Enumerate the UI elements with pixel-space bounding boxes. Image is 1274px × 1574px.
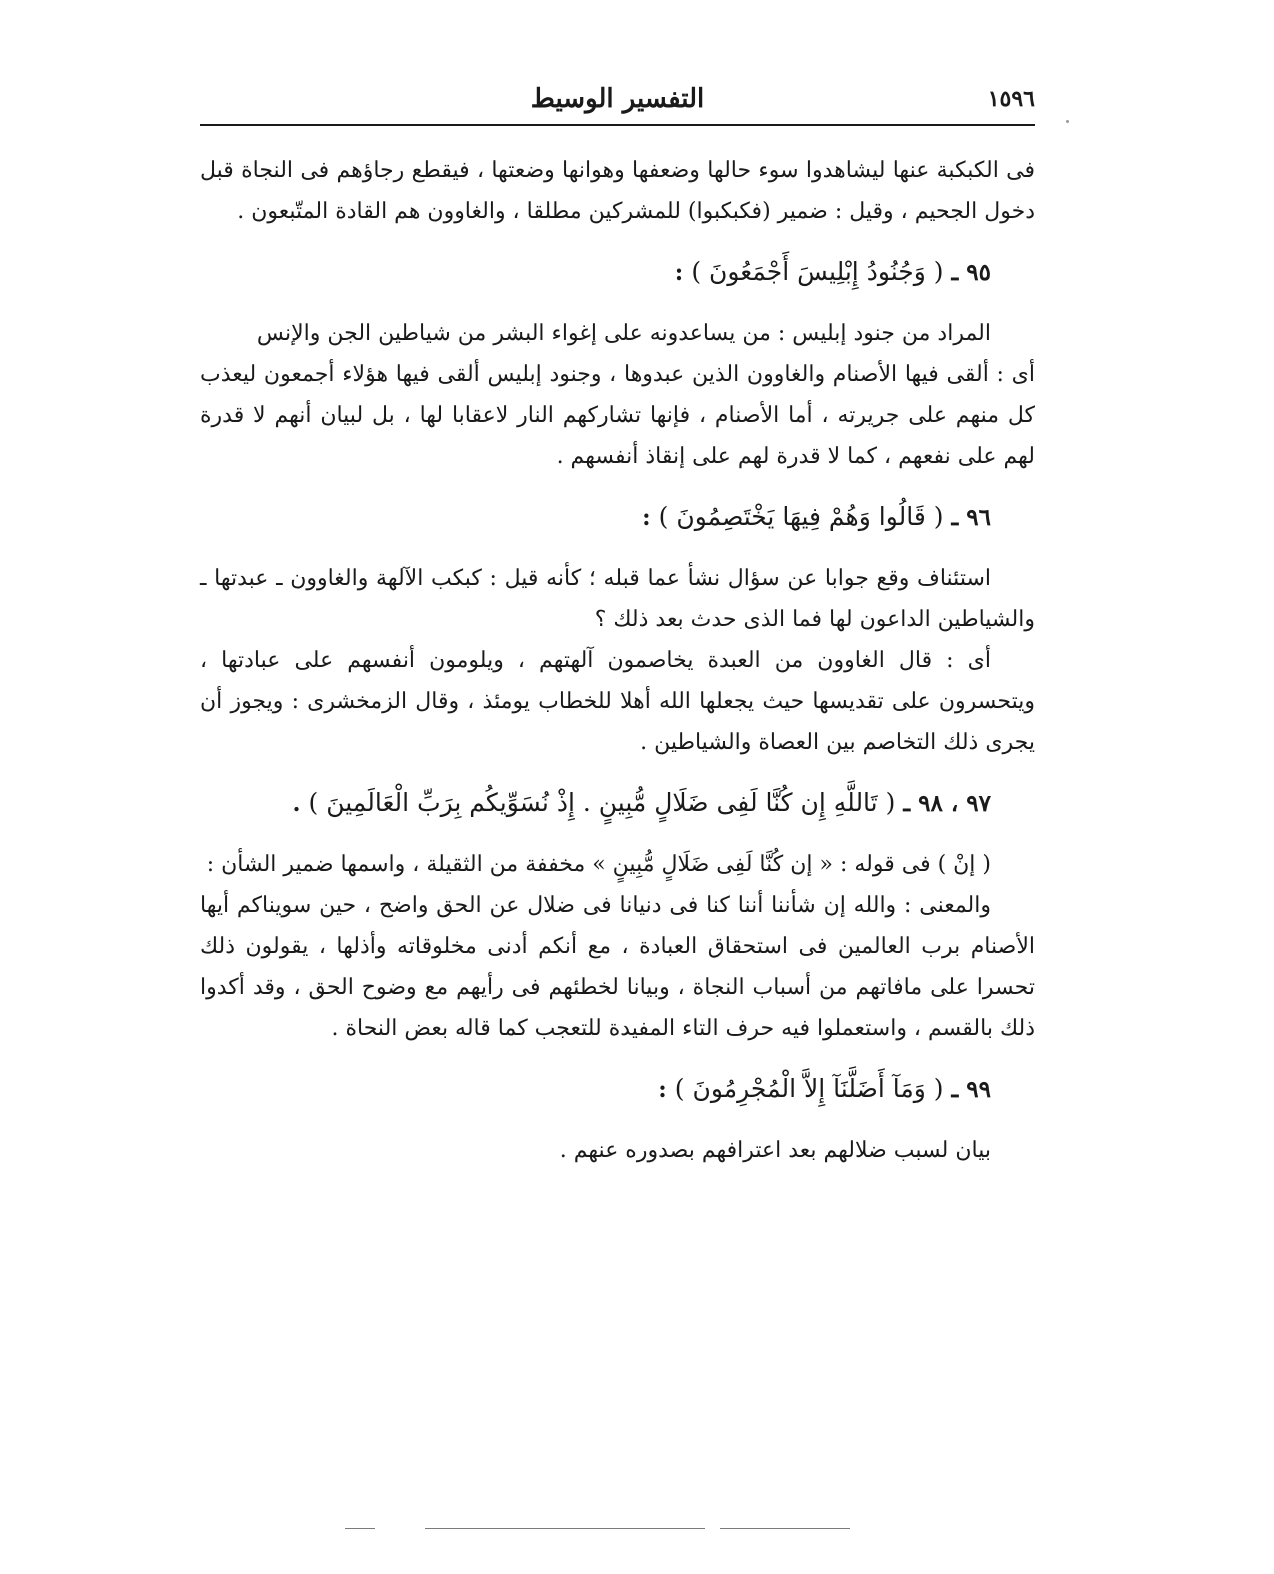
verse-number: ٩٩ ـ (951, 1076, 991, 1103)
page-number: ١٥٩٦ (987, 86, 1035, 112)
verse-colon: : (658, 1076, 667, 1103)
header-rule (200, 124, 1035, 126)
body-text (200, 150, 1035, 1171)
verse-colon: : (642, 504, 651, 531)
scan-speck (1066, 120, 1069, 123)
paragraph: بيان لسبب ضلالهم بعد اعترافهم بصدوره عنهم . (559, 1138, 991, 1163)
paragraph: استئناف وقع جوابا عن سؤال نشأ عما قبله ؛ كأنه قيل : كبكب الآلهة والغاوون ـ عبدتها ـ والشياطين الداعون لها فما الذى حدث بعد ذلك ؟ (200, 566, 1035, 632)
verse-heading (200, 1063, 1035, 1116)
verse-text: ( وَمَآ أَضَلَّنَآ إِلاَّ الْمُجْرِمُونَ ) (674, 1074, 944, 1103)
verse-number: ٩٥ ـ (951, 259, 991, 286)
running-title: التفسير الوسيط (530, 84, 705, 114)
footer-rule (720, 1528, 850, 1529)
verse-colon: : (674, 259, 684, 286)
footer-rule (425, 1528, 705, 1529)
footer-rule (345, 1528, 375, 1529)
verse-heading (200, 491, 1035, 544)
paragraph: أى : قال الغاوون من العبدة يخاصمون آلهتهم ، ويلومون أنفسهم على عبادتها ، ويتحسرون على تقديسها حيث يجعلها الله أهلا للخطاب يومئذ ، وقال الزمخشرى : ويجوز أن يجرى ذلك التخاصم بين العصاة والشياطين . (200, 648, 1035, 755)
page-header (200, 82, 1035, 122)
paragraph: والمعنى : والله إن شأننا أننا كنا فى دنيانا فى ضلال عن الحق واضح ، حين سويناكم أيها الأصنام برب العالمين فى استحقاق العبادة ، مع أنكم أدنى مخلوقاته وأذلها ، يقولون ذلك تحسرا على مافاتهم من أسباب النجاة ، وبيانا لخطئهم فى رأيهم مع وضوح الحق ، وقد أكدوا ذلك بالقسم ، واستعملوا فيه حرف التاء المفيدة للتعجب كما قاله بعض النحاة . (200, 893, 1035, 1041)
paragraph: فى الكبكبة عنها ليشاهدوا سوء حالها وضعفها وهوانها وضعتها ، فيقطع رجاؤهم فى النجاة قبل دخول الجحيم ، وقيل : ضمير (فكبكبوا) للمشركين مطلقا ، والغاوون هم القادة المتّبعون . (200, 158, 1035, 224)
verse-text: ( قَالُوا وَهُمْ فِيهَا يَخْتَصِمُونَ ) (658, 502, 944, 531)
paragraph: المراد من جنود إبليس : من يساعدونه على إغواء البشر من شياطين الجن والإنس (256, 321, 991, 346)
paragraph: أى : ألقى فيها الأصنام والغاوون الذين عبدوها ، وجنود إبليس ألقى فيها هؤلاء أجمعون ليعذب كل منهم على جريرته ، أما الأصنام ، فإنها تشاركهم النار لاعقابا لها ، بل لبيان أنهم لا قدرة لهم على نفعهم ، كما لا قدرة لهم على إنقاذ أنفسهم . (200, 362, 1035, 469)
verse-text: ( وَجُنُودُ إِبْلِيسَ أَجْمَعُونَ ) (691, 257, 944, 286)
paragraph: ( إنْ ) فى قوله : « إن كُنَّا لَفِى ضَلَالٍ مُّبِينٍ » مخففة من الثقيلة ، واسمها ضمير الشأن : (206, 852, 991, 877)
verse-text: ( تَاللَّهِ إِن كُنَّا لَفِى ضَلَالٍ مُّبِينٍ . إِذْ نُسَوِّيكُم بِرَبِّ الْعَالَمِينَ ) (308, 788, 896, 817)
verse-number: ٩٦ ـ (951, 504, 991, 531)
verse-number: ٩٧ ، ٩٨ ـ (903, 790, 991, 817)
verse-heading (200, 246, 1035, 299)
verse-heading (200, 777, 1035, 830)
verse-colon: . (292, 790, 301, 817)
